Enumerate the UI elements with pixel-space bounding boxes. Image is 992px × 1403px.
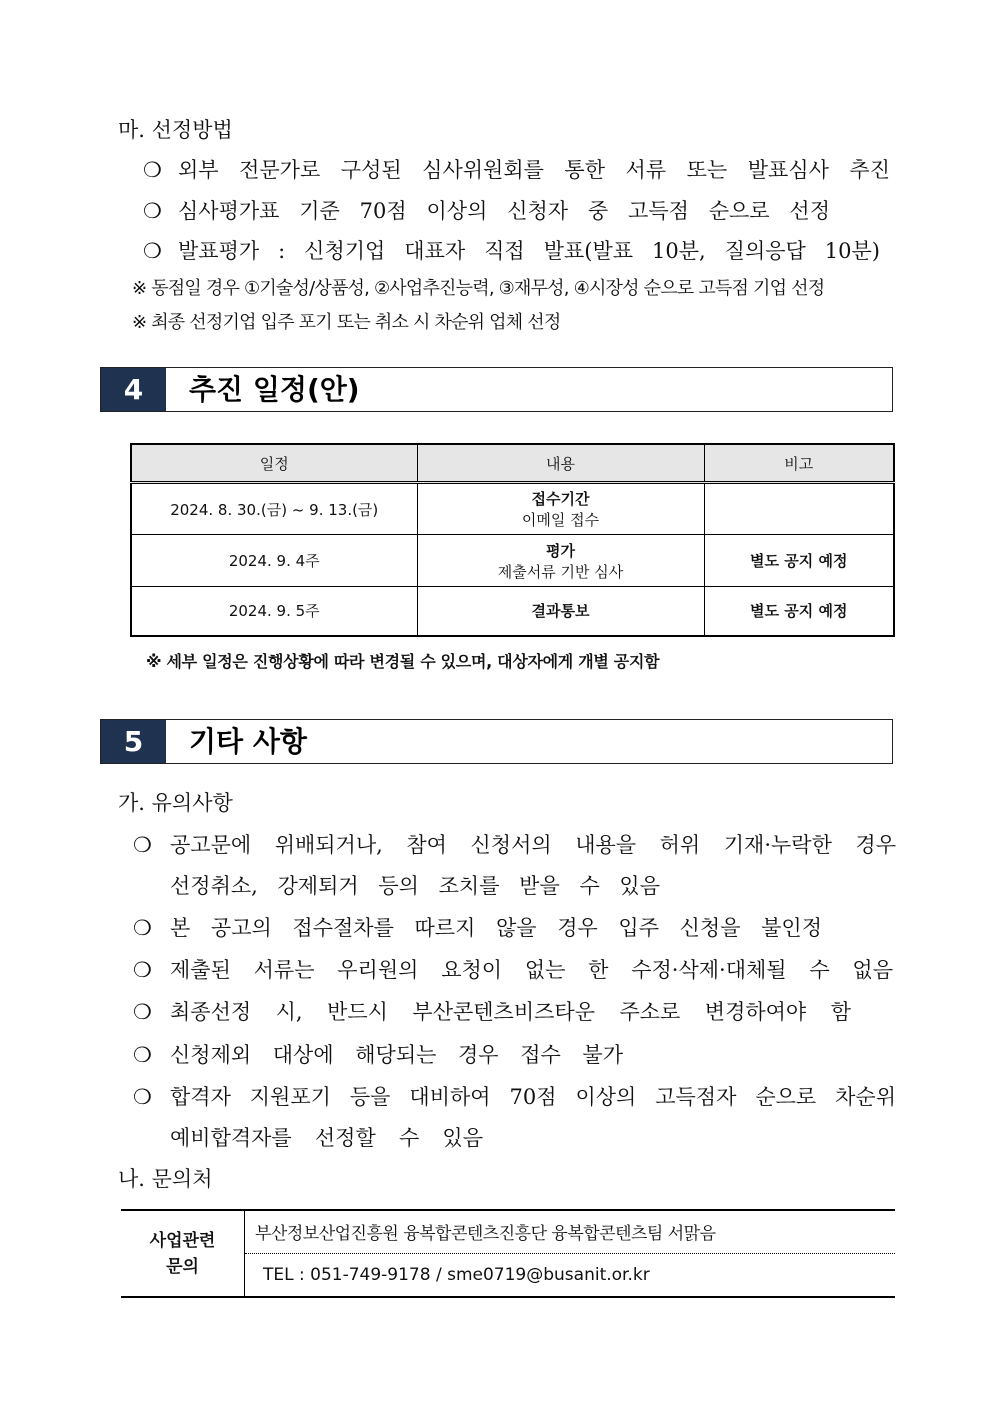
schedule-note: ※ 세부 일정은 진행상황에 따라 변경될 수 있으며, 대상자에게 개별 공지함 <box>146 652 660 671</box>
caution-line: 예비합격자를 선정할 수 있음 <box>170 1126 483 1150</box>
contact-heading: 나. 문의처 <box>118 1167 213 1191</box>
caution-line: 제출된 서류는 우리원의 요청이 없는 한 수정·삭제·대체될 수 없음 <box>170 958 893 982</box>
section-title: 추진 일정(안) <box>189 373 360 406</box>
section-number: 4 <box>101 368 166 411</box>
table-row <box>131 483 894 535</box>
selection-note: ※ 동점일 경우 ①기술성/상품성, ②사업추진능력, ③재무성, ④시장성 순으로 고득점 기업 선정 <box>132 278 825 299</box>
caution-line: 공고문에 위배되거나, 참여 신청서의 내용을 허위 기재·누락한 경우 <box>170 833 896 857</box>
content-detail: 제출서류 기반 심사 <box>497 562 624 581</box>
schedule-remark: 별도 공지 예정 <box>704 535 894 587</box>
table-header-row <box>131 444 894 483</box>
section-4-header <box>100 367 893 412</box>
caution-line: 본 공고의 접수절차를 따르지 않을 경우 입주 신청을 불인정 <box>170 916 822 940</box>
bullet-icon: ❍ <box>133 916 152 940</box>
schedule-content <box>417 483 704 535</box>
bullet-icon: ❍ <box>143 199 162 223</box>
bullet-icon: ❍ <box>143 239 162 263</box>
selection-item: 발표평가 : 신청기업 대표자 직접 발표(발표 10분, 질의응답 10분) <box>178 239 880 263</box>
column-header: 일정 <box>131 444 417 483</box>
section-5-header <box>100 719 893 764</box>
table-row <box>131 587 894 636</box>
cautions-heading: 가. 유의사항 <box>118 791 233 815</box>
table-row <box>131 535 894 587</box>
content-detail: 이메일 접수 <box>521 511 600 529</box>
content-title: 접수기간 <box>531 490 590 508</box>
selection-item: 심사평가표 기준 70점 이상의 신청자 중 고득점 순으로 선정 <box>178 199 830 223</box>
contact-table <box>121 1209 895 1298</box>
selection-heading: 마. 선정방법 <box>118 118 233 142</box>
caution-line: 신청제외 대상에 해당되는 경우 접수 불가 <box>170 1043 623 1067</box>
bullet-icon: ❍ <box>133 833 152 857</box>
schedule-date: 2024. 9. 4주 <box>131 535 417 587</box>
content-title: 평가 <box>546 541 575 560</box>
caution-line: 최종선정 시, 반드시 부산콘텐츠비즈타운 주소로 변경하여야 함 <box>170 1000 851 1024</box>
bullet-icon: ❍ <box>133 958 152 982</box>
bullet-icon: ❍ <box>133 1085 152 1109</box>
bullet-icon: ❍ <box>133 1000 152 1024</box>
selection-note: ※ 최종 선정기업 입주 포기 또는 취소 시 차순위 업체 선정 <box>132 312 561 333</box>
column-header: 비고 <box>704 444 894 483</box>
bullet-icon: ❍ <box>133 1043 152 1067</box>
schedule-date: 2024. 9. 5주 <box>131 587 417 636</box>
selection-item: 외부 전문가로 구성된 심사위원회를 통한 서류 또는 발표심사 추진 <box>178 158 890 182</box>
contact-label-line: 사업관련 <box>149 1230 216 1251</box>
schedule-table <box>130 443 895 637</box>
schedule-remark: 별도 공지 예정 <box>704 587 894 636</box>
contact-tel-email: TEL : 051-749-9178 / sme0719@busanit.or.kr <box>263 1264 650 1285</box>
section-title: 기타 사항 <box>189 725 307 758</box>
schedule-date: 2024. 8. 30.(금) ~ 9. 13.(금) <box>131 483 417 535</box>
column-header: 내용 <box>417 444 704 483</box>
contact-label <box>121 1210 245 1297</box>
caution-line: 선정취소, 강제퇴거 등의 조치를 받을 수 있음 <box>170 874 660 898</box>
content-title: 결과통보 <box>417 587 704 636</box>
contact-organization: 부산정보산업진흥원 융복합콘텐츠진흥단 융복합콘텐츠팀 서맑음 <box>245 1210 896 1253</box>
schedule-content <box>417 535 704 587</box>
schedule-remark <box>704 483 894 535</box>
bullet-icon: ❍ <box>143 158 162 182</box>
caution-line: 합격자 지원포기 등을 대비하여 70점 이상의 고득점자 순으로 차순위 <box>170 1085 896 1109</box>
contact-label-line: 문의 <box>166 1256 199 1277</box>
section-number: 5 <box>101 720 166 763</box>
